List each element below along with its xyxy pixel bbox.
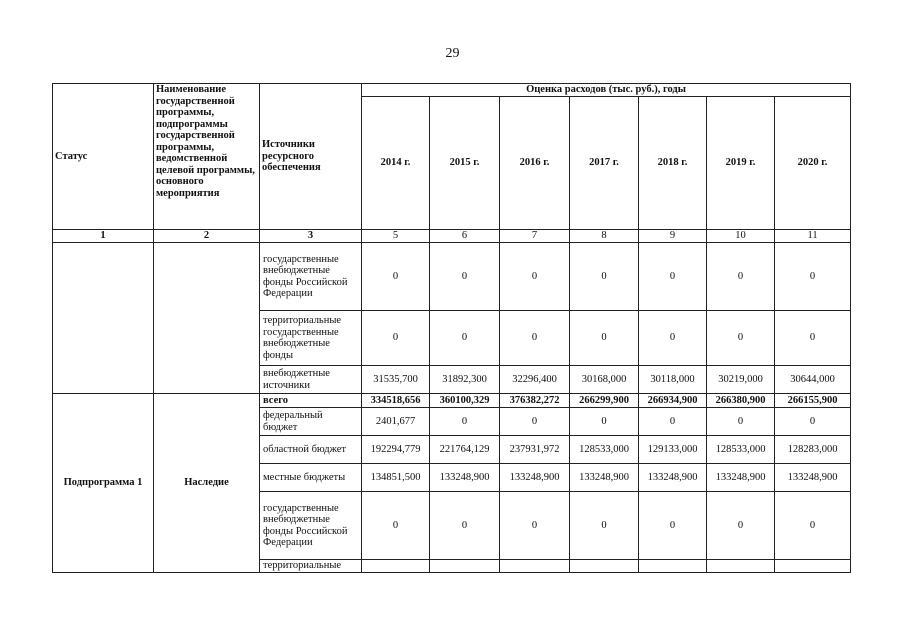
value-cell: 266155,900 xyxy=(775,394,851,408)
header-year: 2019 г. xyxy=(707,97,775,230)
subprogram-status: Подпрограмма 1 xyxy=(53,394,154,573)
value-cell xyxy=(639,560,707,573)
column-number: 8 xyxy=(570,230,639,243)
value-cell xyxy=(430,560,500,573)
value-cell xyxy=(570,560,639,573)
value-cell: 0 xyxy=(500,243,570,311)
table-row-total xyxy=(53,394,851,408)
column-number: 7 xyxy=(500,230,570,243)
value-cell: 0 xyxy=(362,243,430,311)
table-row xyxy=(53,243,851,311)
value-cell: 0 xyxy=(570,408,639,436)
value-cell: 133248,900 xyxy=(639,464,707,492)
column-number: 3 xyxy=(260,230,362,243)
header-estimate-title: Оценка расходов (тыс. руб.), годы xyxy=(362,84,851,97)
value-cell: 266380,900 xyxy=(707,394,775,408)
value-cell: 0 xyxy=(639,408,707,436)
value-cell xyxy=(500,560,570,573)
value-cell: 0 xyxy=(500,311,570,366)
value-cell: 0 xyxy=(775,243,851,311)
value-cell: 133248,900 xyxy=(707,464,775,492)
value-cell: 0 xyxy=(639,492,707,560)
header-sources: Источники ресурсного обеспечения xyxy=(260,84,362,230)
header-year: 2014 г. xyxy=(362,97,430,230)
budget-table xyxy=(52,83,851,573)
value-cell: 134851,500 xyxy=(362,464,430,492)
column-number: 11 xyxy=(775,230,851,243)
value-cell: 0 xyxy=(570,492,639,560)
header-year: 2020 г. xyxy=(775,97,851,230)
value-cell: 128533,000 xyxy=(707,436,775,464)
name-cell-empty xyxy=(154,243,260,394)
column-number-row xyxy=(53,230,851,243)
value-cell: 360100,329 xyxy=(430,394,500,408)
column-number: 9 xyxy=(639,230,707,243)
header-year: 2015 г. xyxy=(430,97,500,230)
value-cell: 32296,400 xyxy=(500,366,570,394)
value-cell: 237931,972 xyxy=(500,436,570,464)
value-cell xyxy=(775,560,851,573)
value-cell xyxy=(707,560,775,573)
value-cell: 0 xyxy=(775,492,851,560)
value-cell: 31892,300 xyxy=(430,366,500,394)
value-cell: 221764,129 xyxy=(430,436,500,464)
column-number: 2 xyxy=(154,230,260,243)
column-number: 6 xyxy=(430,230,500,243)
source-cell: областной бюджет xyxy=(260,436,362,464)
value-cell: 0 xyxy=(362,311,430,366)
column-number: 1 xyxy=(53,230,154,243)
source-cell: всего xyxy=(260,394,362,408)
value-cell: 30219,000 xyxy=(707,366,775,394)
header-status: Статус xyxy=(53,84,154,230)
value-cell: 0 xyxy=(430,492,500,560)
value-cell: 0 xyxy=(707,408,775,436)
header-program-name: Наименование государственной программы, подпрограммы государственной программы, ведомственной целевой программы, основного мероприятия xyxy=(154,84,260,230)
value-cell: 133248,900 xyxy=(775,464,851,492)
value-cell: 128283,000 xyxy=(775,436,851,464)
value-cell: 30118,000 xyxy=(639,366,707,394)
value-cell: 2401,677 xyxy=(362,408,430,436)
header-year: 2017 г. xyxy=(570,97,639,230)
value-cell: 0 xyxy=(775,311,851,366)
value-cell: 266934,900 xyxy=(639,394,707,408)
value-cell: 133248,900 xyxy=(430,464,500,492)
source-cell: внебюджетные источники xyxy=(260,366,362,394)
page-number: 29 xyxy=(445,46,460,61)
value-cell: 0 xyxy=(639,311,707,366)
source-cell: местные бюджеты xyxy=(260,464,362,492)
value-cell: 31535,700 xyxy=(362,366,430,394)
value-cell: 133248,900 xyxy=(570,464,639,492)
value-cell: 0 xyxy=(362,492,430,560)
value-cell: 0 xyxy=(707,311,775,366)
status-cell-empty xyxy=(53,243,154,394)
value-cell: 0 xyxy=(707,243,775,311)
source-cell: федеральный бюджет xyxy=(260,408,362,436)
header-year: 2018 г. xyxy=(639,97,707,230)
subprogram-name: Наследие xyxy=(154,394,260,573)
value-cell: 0 xyxy=(639,243,707,311)
value-cell: 129133,000 xyxy=(639,436,707,464)
value-cell: 30168,000 xyxy=(570,366,639,394)
value-cell xyxy=(362,560,430,573)
source-cell: территориальные государственные внебюджетные фонды xyxy=(260,311,362,366)
value-cell: 128533,000 xyxy=(570,436,639,464)
value-cell: 0 xyxy=(775,408,851,436)
header-year: 2016 г. xyxy=(500,97,570,230)
value-cell: 0 xyxy=(500,408,570,436)
value-cell: 0 xyxy=(570,243,639,311)
column-number: 10 xyxy=(707,230,775,243)
value-cell: 133248,900 xyxy=(500,464,570,492)
value-cell: 0 xyxy=(430,408,500,436)
value-cell: 0 xyxy=(430,243,500,311)
value-cell: 0 xyxy=(430,311,500,366)
column-number: 5 xyxy=(362,230,430,243)
value-cell: 334518,656 xyxy=(362,394,430,408)
source-cell: государственные внебюджетные фонды Российской Федерации xyxy=(260,492,362,560)
source-cell: государственные внебюджетные фонды Российской Федерации xyxy=(260,243,362,311)
value-cell: 192294,779 xyxy=(362,436,430,464)
value-cell: 0 xyxy=(570,311,639,366)
value-cell: 30644,000 xyxy=(775,366,851,394)
value-cell: 0 xyxy=(707,492,775,560)
source-cell: территориальные xyxy=(260,560,362,573)
value-cell: 266299,900 xyxy=(570,394,639,408)
value-cell: 376382,272 xyxy=(500,394,570,408)
value-cell: 0 xyxy=(500,492,570,560)
